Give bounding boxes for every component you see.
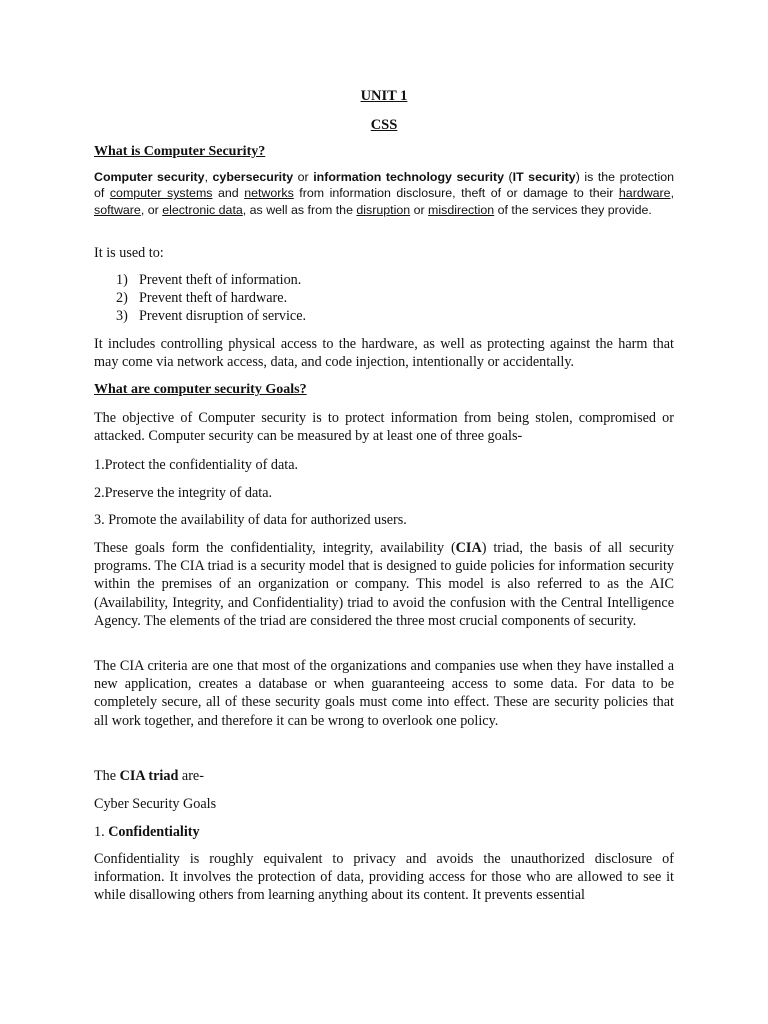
term-it-security-long: information technology security: [313, 170, 504, 184]
text-span: The: [94, 768, 120, 784]
goal-2: 2.Preserve the integrity of data.: [94, 485, 273, 501]
cia-triad-line: [94, 767, 204, 785]
link-computer-systems[interactable]: computer systems: [109, 186, 213, 201]
cia-triad-bold: CIA triad: [119, 768, 179, 784]
list-text: Prevent theft of information.: [139, 272, 302, 288]
unit-title: UNIT 1: [360, 88, 408, 104]
list-item: [116, 289, 306, 307]
link-software[interactable]: software: [94, 202, 141, 217]
text-span: ) is the protection of: [94, 170, 674, 201]
link-disruption[interactable]: disruption: [356, 202, 411, 217]
text-span: are-: [178, 768, 204, 784]
confidentiality-paragraph: Confidentiality is roughly equivalent to privacy and avoids the unauthorized disclosure of information. It involves the protection of data, providing access for those who are allowed to see it while disallowing others from learning anything about its content. It prevents essential: [94, 851, 674, 904]
text-span: 1.: [94, 824, 109, 840]
text-span: of the services they provide.: [494, 202, 652, 217]
text-span: ,: [670, 186, 675, 201]
list-text: Prevent theft of hardware.: [139, 290, 288, 307]
text-span: ,: [204, 170, 213, 184]
link-networks[interactable]: networks: [244, 186, 294, 201]
list-number: 3): [116, 308, 128, 325]
includes-paragraph: It includes controlling physical access to the hardware, as well as protecting against the harm that may come via network access, data, and code injection, intentionally or accidentally.: [94, 336, 674, 371]
list-number: 2): [116, 290, 128, 307]
list-text: Prevent disruption of service.: [139, 308, 307, 325]
term-it-security: IT security: [512, 170, 576, 184]
goal-3: 3. Promote the availability of data for authorized users.: [94, 512, 407, 528]
text-span: and: [212, 186, 245, 201]
heading-what-is-computer-security: What is Computer Security?: [94, 144, 266, 159]
text-span: from information disclosure, theft of or damage to their: [293, 186, 619, 201]
text-span: ) triad, the basis of all security programs. The CIA triad is a security model that is designed to guide policies for information security within the premises of an organization or company. This model is also referred to as the AIC (Availability, Integrity, and Confidentiality) triad to avoid the confusion with the Central Intelligence Agency. The elements of the triad are considered the three most crucial components of security.: [94, 540, 674, 629]
term-cybersecurity: cybersecurity: [212, 170, 294, 184]
cyber-security-goals-line: Cyber Security Goals: [94, 796, 217, 812]
list-item: [116, 271, 306, 289]
term-computer-security: Computer security: [94, 170, 205, 184]
cia-abbrev: CIA: [455, 540, 482, 556]
criteria-paragraph: The CIA criteria are one that most of the organizations and companies use when they have installed a new application, creates a database or when guaranteeing access to some data. For data to be completely secure, all of these security goals must come into effect. These are security policies that all work together, and therefore it can be wrong to overlook one policy.: [94, 658, 674, 729]
list-number: 1): [116, 272, 128, 288]
text-span: These goals form the confidentiality, integrity, availability (: [94, 540, 456, 556]
list-item: [116, 307, 306, 325]
heading-security-goals: What are computer security Goals?: [94, 382, 307, 397]
text-span: , as well as from the: [242, 202, 357, 217]
text-span: (: [503, 170, 513, 184]
goal-1: 1.Protect the confidentiality of data.: [94, 457, 299, 473]
cia-paragraph: [94, 539, 674, 630]
definition-paragraph: [94, 169, 674, 218]
text-span: or: [293, 170, 314, 184]
text-span: , or: [140, 202, 163, 217]
confidentiality-title: Confidentiality: [108, 824, 200, 840]
confidentiality-heading: [94, 823, 200, 841]
used-to-label: It is used to:: [94, 245, 164, 261]
uses-list: [116, 271, 306, 326]
text-span: or: [410, 202, 429, 217]
link-misdirection[interactable]: misdirection: [428, 202, 495, 217]
subject-title: CSS: [370, 117, 398, 133]
link-electronic-data[interactable]: electronic data: [162, 202, 243, 217]
link-hardware[interactable]: hardware: [618, 186, 671, 201]
objective-paragraph: The objective of Computer security is to protect information from being stolen, compromised or attacked. Computer security can be measured by at least one of three goals-: [94, 410, 674, 445]
